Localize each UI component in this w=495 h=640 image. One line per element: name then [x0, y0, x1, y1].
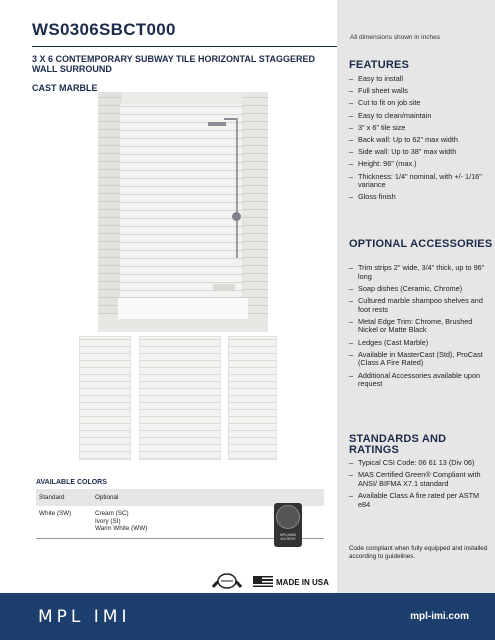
- optional-color-item: Ivory (SI): [95, 517, 121, 525]
- shower-base: [118, 297, 248, 319]
- standard-color: White (SW): [36, 506, 92, 538]
- list-item: – Side wall: Up to 38" max width: [349, 148, 489, 157]
- shower-arm: [224, 118, 236, 120]
- left-side-wall: [98, 92, 122, 314]
- list-item: – Soap dishes (Ceramic, Chrome): [349, 285, 489, 294]
- shower-valve: [232, 212, 241, 221]
- dimensions-note: All dimensions shown in inches: [350, 34, 440, 41]
- made-in-usa-label: MADE IN USA: [276, 577, 329, 587]
- optional-color-item: Cream (SC): [95, 510, 129, 517]
- available-colors-title: AVAILABLE COLORS: [36, 479, 107, 486]
- achieve-badge-icon: [274, 503, 302, 547]
- list-item: – Easy to install: [349, 75, 489, 84]
- list-item: – Cut to fit on job site: [349, 99, 489, 108]
- list-item: – Gloss finish: [349, 193, 489, 202]
- standards-list: [349, 459, 489, 513]
- product-material: CAST MARBLE: [32, 83, 98, 93]
- optional-color-item: Warm White (WW): [95, 525, 148, 532]
- column-header-optional: Optional: [92, 489, 324, 506]
- back-wall: [120, 104, 242, 299]
- list-item: – Additional Accessories available upon request: [349, 372, 489, 389]
- header: [0, 0, 495, 48]
- list-item: – Ledges (Cast Marble): [349, 339, 489, 348]
- back-panel-thumbnail: [139, 336, 221, 460]
- certified-crest-icon: [209, 567, 245, 593]
- specs-sidebar: [337, 48, 495, 593]
- list-item: – Thickness: 1/4" nominal, with +/- 1/16" variance: [349, 173, 489, 190]
- right-side-wall: [242, 92, 268, 314]
- badge-text: MPL|MIMI ACHIEVE: [280, 533, 296, 541]
- list-item: – 3" x 6" tile size: [349, 124, 489, 133]
- list-item: – Full sheet walls: [349, 87, 489, 96]
- column-header-standard: Standard: [36, 489, 92, 506]
- list-item: – Easy to clean/maintain: [349, 112, 489, 121]
- optional-accessories-list: [349, 264, 489, 392]
- brand-logo: MPL IMI: [38, 607, 131, 627]
- list-item: – Typical CSI Code: 06 61 13 (Div 06): [349, 459, 489, 468]
- features-title: FEATURES: [349, 59, 410, 71]
- compliance-note: Code compliant when fully equipped and installed according to guidelines.: [349, 545, 488, 560]
- list-item: – Height: 96" (max.): [349, 160, 489, 169]
- us-flag-icon: [253, 576, 273, 589]
- shower-head-icon: [208, 122, 226, 126]
- list-item: – Back wall: Up to 62" max width: [349, 136, 489, 145]
- list-item: – Available in MasterCast (Std), ProCast (Class A Fire Rated): [349, 351, 489, 368]
- list-item: – MAS Certified Green® Compliant with ANSI/ BIFMA X7.1 standard: [349, 471, 489, 488]
- side-panel-thumbnail-right: [228, 336, 277, 460]
- side-panel-thumbnail-left: [79, 336, 131, 460]
- website-link[interactable]: mpl-imi.com: [410, 611, 469, 622]
- made-in-usa-badge: [253, 574, 329, 590]
- ledge: [213, 284, 235, 290]
- product-code: WS0306SBCT000: [32, 20, 176, 39]
- list-item: – Available Class A fire rated per ASTM e84: [349, 492, 489, 509]
- list-item: – Trim strips 2" wide, 3/4" thick, up to 96" long: [349, 264, 489, 281]
- header-divider: [32, 46, 337, 47]
- shower-riser: [236, 118, 238, 258]
- standards-title: STANDARDS AND RATINGS: [349, 433, 447, 456]
- features-list: [349, 75, 489, 205]
- product-subtitle: 3 X 6 CONTEMPORARY SUBWAY TILE HORIZONTAL STAGGERED WALL SURROUND: [32, 54, 316, 74]
- badge-seal: [276, 505, 300, 529]
- shower-surround-image: [98, 92, 268, 332]
- list-item: – Cultured marble shampoo shelves and foot rests: [349, 297, 489, 314]
- list-item: – Metal Edge Trim: Chrome, Brushed Nickel or Matte Black: [349, 318, 489, 335]
- optional-accessories-title: OPTIONAL ACCESSORIES: [349, 238, 493, 250]
- footer: [0, 593, 495, 640]
